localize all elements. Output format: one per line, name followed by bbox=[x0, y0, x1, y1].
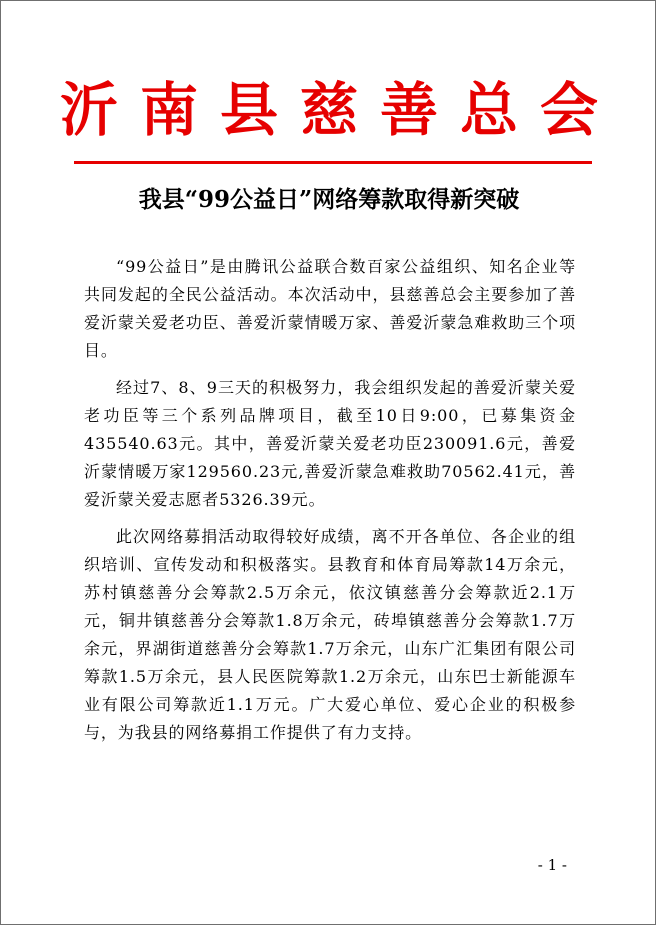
article-body bbox=[84, 253, 576, 756]
org-letterhead-title: 沂南县慈善总会 bbox=[59, 76, 620, 144]
page-number: - 1 - bbox=[537, 856, 567, 874]
letterhead-red-rule bbox=[74, 161, 592, 164]
paragraph-contributors: 此次网络募捐活动取得较好成绩，离不开各单位、各企业的组织培训、宣传发动和积极落实。县教育和体育局筹款14万余元，苏村镇慈善分会筹款2.5万余元，依汶镇慈善分会筹款近2.1万元，铜井镇慈善分会筹款1.8万余元，砖埠镇慈善分会筹款1.7万余元，界湖街道慈善分会筹款1.7万余元，山东广汇集团有限公司筹款1.5万余元，县人民医院筹款1.2万余元，山东巴士新能源车业有限公司筹款近1.1万元。广大爱心单位、爱心企业的积极参与，为我县的网络募捐工作提供了有力支持。 bbox=[84, 527, 576, 742]
paragraph-intro: “99公益日”是由腾讯公益联合数百家公益组织、知名企业等共同发起的全民公益活动。本次活动中，县慈善总会主要参加了善爱沂蒙关爱老功臣、善爱沂蒙情暖万家、善爱沂蒙急难救助三个项目。 bbox=[84, 257, 576, 360]
paragraph-fundraising-results: 经过7、8、9三天的积极努力，我会组织发起的善爱沂蒙关爱老功臣等三个系列品牌项目，截至10日9:00，已募集资金435540.63元。其中，善爱沂蒙关爱老功臣230091.6元，善爱沂蒙情暖万家129560.23元,善爱沂蒙急难救助70562.41元，善爱沂蒙关爱志愿者5326.39元。 bbox=[84, 378, 576, 509]
article-title: 我县“99公益日”网络筹款取得新突破 bbox=[138, 186, 520, 213]
